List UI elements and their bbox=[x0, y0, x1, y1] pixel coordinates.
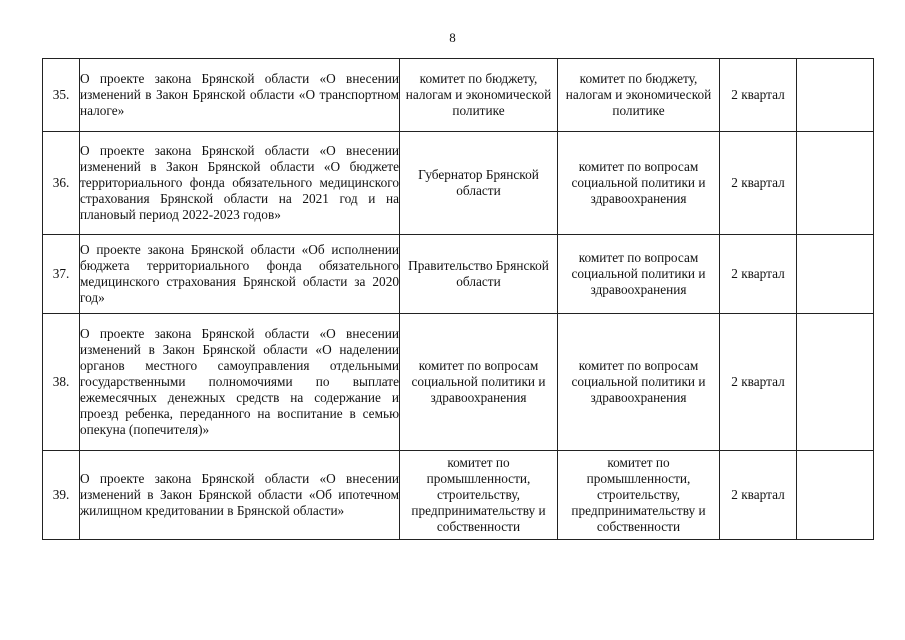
period: 2 квартал bbox=[720, 235, 797, 314]
note-cell bbox=[797, 314, 874, 451]
table-row bbox=[43, 132, 874, 235]
period: 2 квартал bbox=[720, 451, 797, 540]
row-number: 38. bbox=[43, 314, 80, 451]
note-cell bbox=[797, 132, 874, 235]
initiator: комитет по вопросам социальной политики и здравоохранения bbox=[400, 314, 558, 451]
period: 2 квартал bbox=[720, 132, 797, 235]
responsible-committee: комитет по промышленности, строительству, предпринимательству и собственности bbox=[558, 451, 720, 540]
row-number: 39. bbox=[43, 451, 80, 540]
table-row bbox=[43, 235, 874, 314]
row-number: 37. bbox=[43, 235, 80, 314]
bill-title: О проекте закона Брянской области «О внесении изменений в Закон Брянской области «О бюджете территориального фонда обязательного медицинского страхования Брянской области на 2021 год и на плановый период 2022-2023 годов» bbox=[80, 132, 400, 235]
period: 2 квартал bbox=[720, 59, 797, 132]
initiator: Правительство Брянской области bbox=[400, 235, 558, 314]
page-number: 8 bbox=[449, 30, 456, 45]
responsible-committee: комитет по бюджету, налогам и экономической политике bbox=[558, 59, 720, 132]
period: 2 квартал bbox=[720, 314, 797, 451]
responsible-committee: комитет по вопросам социальной политики и здравоохранения bbox=[558, 235, 720, 314]
bill-title: О проекте закона Брянской области «О внесении изменений в Закон Брянской области «О наделении органов местного самоуправления отдельными государственными полномочиями по выплате ежемесячных денежных средств на содержание и проезд ребенка, переданного на воспитание в семью опекуна (попечителя)» bbox=[80, 314, 400, 451]
responsible-committee: комитет по вопросам социальной политики и здравоохранения bbox=[558, 132, 720, 235]
row-number: 36. bbox=[43, 132, 80, 235]
table-row bbox=[43, 59, 874, 132]
bill-title: О проекте закона Брянской области «О внесении изменений в Закон Брянской области «О транспортном налоге» bbox=[80, 59, 400, 132]
initiator: Губернатор Брянской области bbox=[400, 132, 558, 235]
row-number: 35. bbox=[43, 59, 80, 132]
bill-title: О проекте закона Брянской области «Об исполнении бюджета территориального фонда обязательного медицинского страхования Брянской области за 2020 год» bbox=[80, 235, 400, 314]
responsible-committee: комитет по вопросам социальной политики и здравоохранения bbox=[558, 314, 720, 451]
note-cell bbox=[797, 451, 874, 540]
legislative-plan-table bbox=[42, 58, 874, 540]
note-cell bbox=[797, 235, 874, 314]
initiator: комитет по бюджету, налогам и экономической политике bbox=[400, 59, 558, 132]
note-cell bbox=[797, 59, 874, 132]
table-row bbox=[43, 451, 874, 540]
initiator: комитет по промышленности, строительству, предпринимательству и собственности bbox=[400, 451, 558, 540]
bill-title: О проекте закона Брянской области «О внесении изменений в Закон Брянской области «Об ипотечном жилищном кредитовании в Брянской области» bbox=[80, 451, 400, 540]
table-row bbox=[43, 314, 874, 451]
